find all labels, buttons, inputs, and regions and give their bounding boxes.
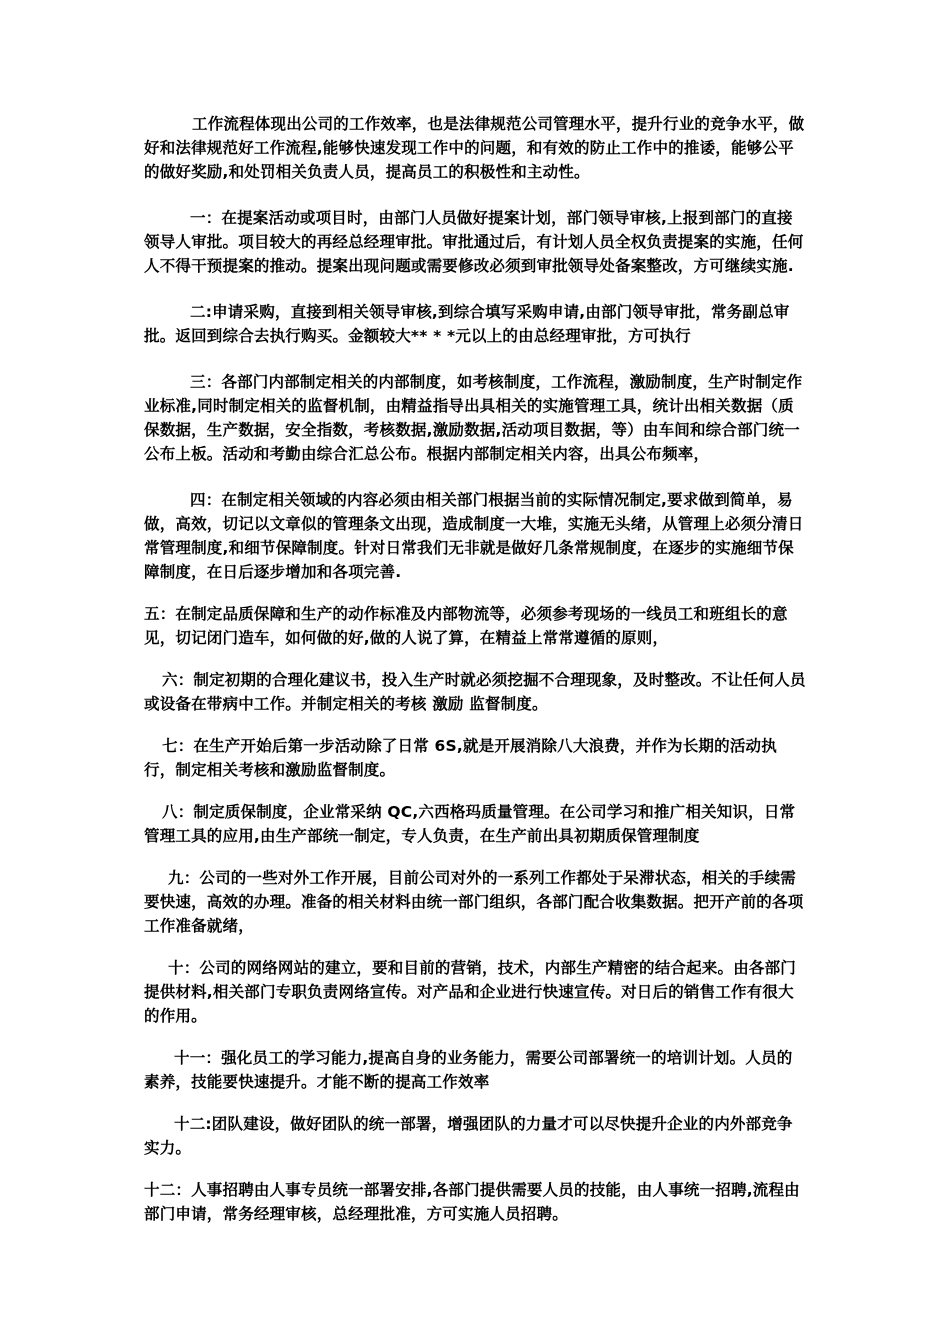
paragraph-intro: 工作流程体现出公司的工作效率，也是法律规范公司管理水平，提升行业的竞争水平，做好和法律规范好工作流程,能够快速发现工作中的问题，和有效的防止工作中的推诿，能够公平的做好奖励,和处罚相关负责人员，提高员工的积极性和主动性。 [144, 115, 805, 181]
paragraph-item-7: 七：在生产开始后第一步活动除了日常 6S,就是开展消除八大浪费，并作为长期的活动执行，制定相关考核和激励监督制度。 [144, 737, 777, 779]
paragraph-item-1: 一：在提案活动或项目时，由部门人员做好提案计划，部门领导审核,上报到部门的直接领导人审批。项目较大的再经总经理审批。审批通过后，有计划人员全权负责提案的实施，任何人不得干预提案的推动。提案出现问题或需要修改必须到审批领导处备案整改，方可继续实施. [144, 209, 804, 275]
paragraph-item-11: 十一：强化员工的学习能力,提高自身的业务能力，需要公司部署统一的培训计划。人员的素养，技能要快速提升。才能不断的提高工作效率 [144, 1049, 793, 1091]
paragraph-item-9: 九：公司的一些对外工作开展，目前公司对外的一系列工作都处于呆滞状态，相关的手续需要快速，高效的办理。准备的相关材料由统一部门组织，各部门配合收集数据。把开产前的各项工作准备就绪， [144, 869, 804, 935]
paragraph-item-3: 三：各部门内部制定相关的内部制度，如考核制度，工作流程，激励制度，生产时制定作业标准,同时制定相关的监督机制，由精益指导出具相关的实施管理工具，统计出相关数据（质保数据，生产数据，安全指数，考核数据,激励数据,活动项目数据，等）由车间和综合部门统一公布上板。活动和考勤由综合汇总公布。根据内部制定相关内容，出具公布频率， [144, 373, 803, 463]
paragraph-item-4: 四：在制定相关领域的内容必须由相关部门根据当前的实际情况制定,要求做到简单，易做，高效，切记以文章似的管理条文出现，造成制度一大堆，实施无头绪，从管理上必须分清日常管理制度,和细节保障制度。针对日常我们无非就是做好几条常规制度，在逐步的实施细节保障制度，在日后逐步增加和各项完善. [144, 491, 804, 581]
document-body [144, 112, 808, 1226]
paragraph-item-8: 八：制定质保制度，企业常采纳 QC,六西格玛质量管理。在公司学习和推广相关知识，日常管理工具的应用,由生产部统一制定，专人负责，在生产前出具初期质保管理制度 [144, 803, 796, 845]
paragraph-item-13: 十二：人事招聘由人事专员统一部署安排,各部门提供需要人员的技能，由人事统一招聘,流程由部门申请，常务经理审核，总经理批准，方可实施人员招聘。 [144, 1181, 800, 1223]
paragraph-item-5: 五：在制定品质保障和生产的动作标准及内部物流等，必须参考现场的一线员工和班组长的意见，切记闭门造车，如何做的好,做的人说了算，在精益上常常遵循的原则， [144, 605, 788, 647]
paragraph-item-12: 十二:团队建设，做好团队的统一部署，增强团队的力量才可以尽快提升企业的内外部竞争实力。 [144, 1115, 793, 1157]
paragraph-item-2: 二:申请采购，直接到相关领导审核,到综合填写采购申请,由部门领导审批，常务副总审批。返回到综合去执行购买。金额较大** * *元以上的由总经理审批，方可执行 [144, 303, 790, 345]
paragraph-item-6: 六：制定初期的合理化建议书，投入生产时就必须挖掘不合理现象，及时整改。不让任何人员或设备在带病中工作。并制定相关的考核 激励 监督制度。 [144, 671, 806, 713]
paragraph-item-10: 十：公司的网络网站的建立，要和目前的营销，技术，内部生产精密的结合起来。由各部门提供材料,相关部门专职负责网络宣传。对产品和企业进行快速宣传。对日后的销售工作有很大的作用。 [144, 959, 797, 1025]
